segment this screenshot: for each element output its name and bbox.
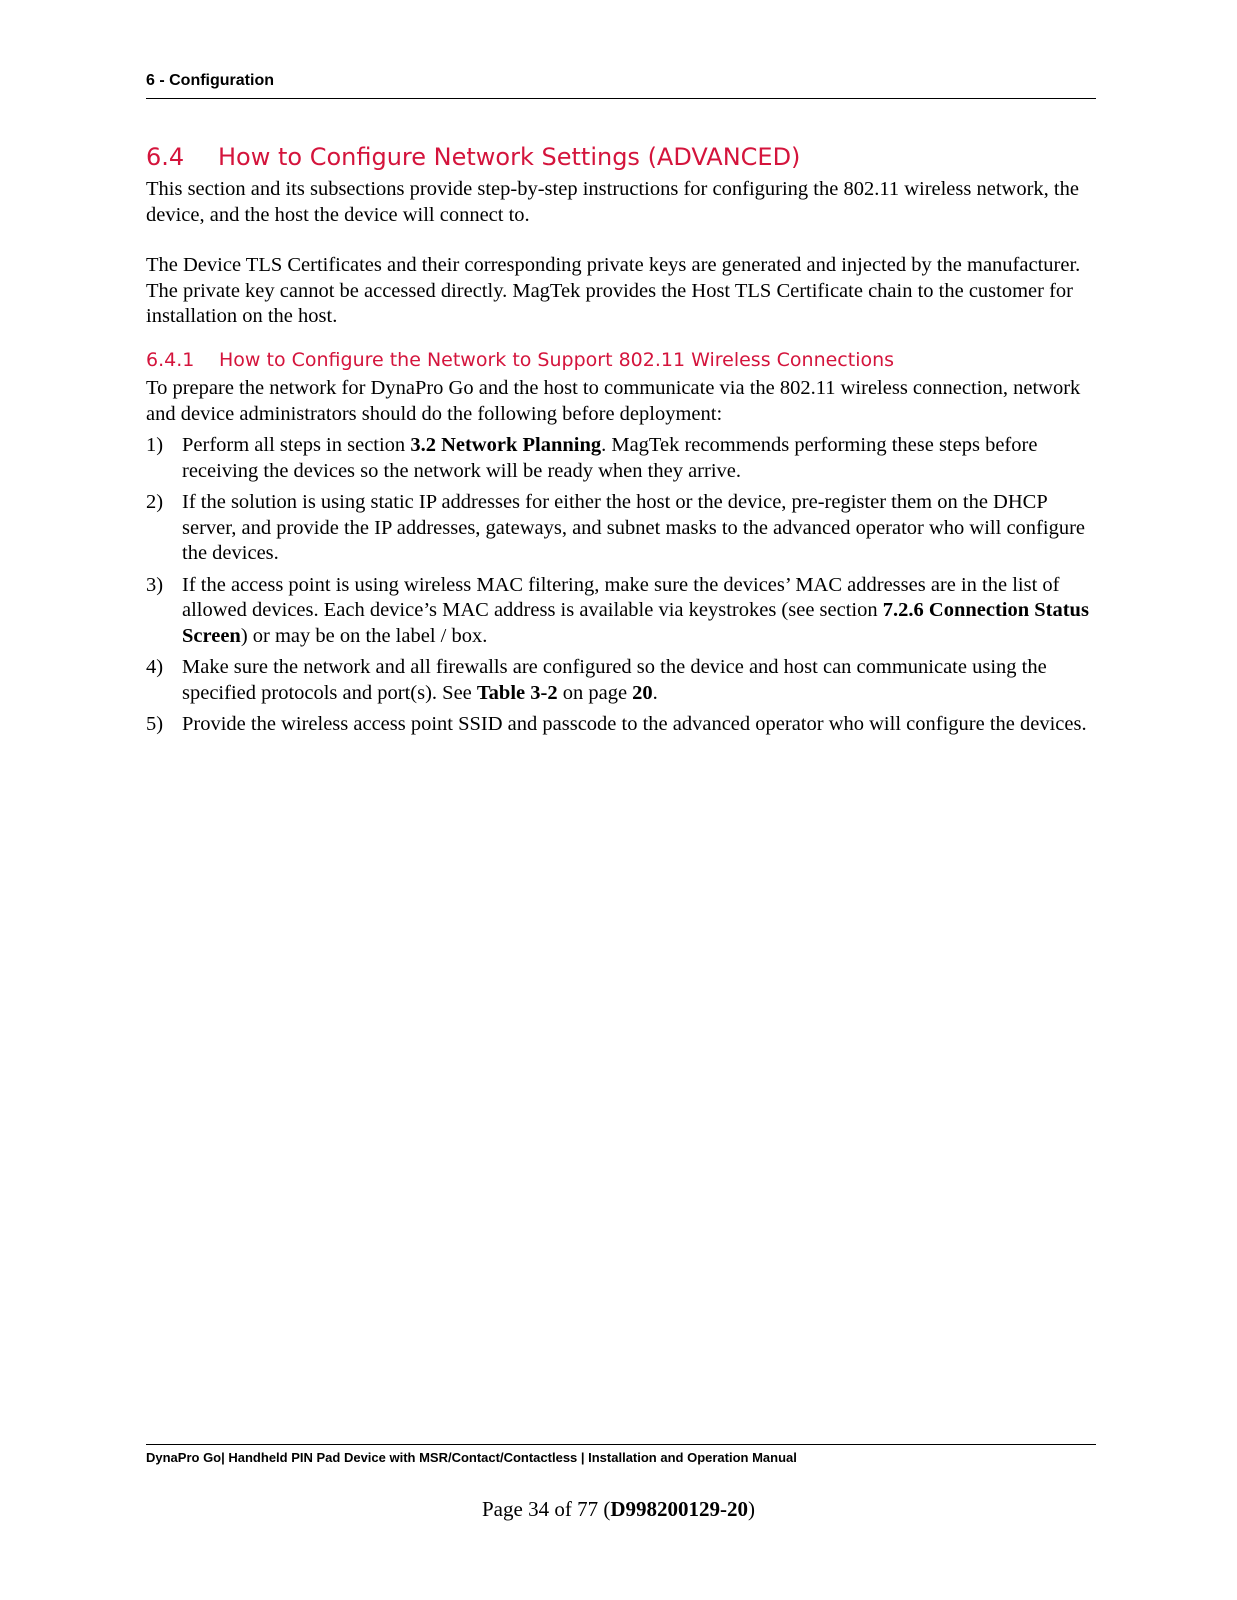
list-item: [146, 655, 1096, 706]
step-text: If the solution is using static IP addresses for either the host or the device, pre-register them on the DHCP server, and provide the IP addresses, gateways, and subnet masks to the advanced operator who will configure the devices.: [182, 491, 1085, 564]
list-item: [146, 433, 1096, 484]
list-item: [146, 490, 1096, 567]
step-text: If the access point is using wireless MAC filtering, make sure the devices’ MAC addresses are in the list of allowed devices. Each device’s MAC address is available via keystrokes (see section 7.2.6 Connection Status Screen) or may be on the label / box.: [182, 573, 1089, 647]
step-number: 3): [146, 573, 164, 596]
subsection-heading: [146, 349, 894, 371]
step-number: 5): [146, 713, 164, 735]
list-item: [146, 712, 1096, 738]
step-text: Perform all steps in section 3.2 Network Planning. MagTek recommends performing these steps before receiving the devices so the network will be ready when they arrive.: [182, 434, 1038, 482]
step-text: Provide the wireless access point SSID and passcode to the advanced operator who will configure the devices.: [182, 713, 1087, 735]
section-number: 6.4: [146, 143, 185, 171]
steps-list: [146, 433, 1096, 744]
step-number: 4): [146, 656, 164, 678]
header-rule: [146, 98, 1096, 99]
step-text: Make sure the network and all firewalls are configured so the device and host can communicate using the specified protocols and port(s). See Table 3-2 on page 20.: [182, 656, 1047, 704]
section-reference: 7.2.6 Connection Status Screen: [182, 599, 1089, 647]
section-paragraph-1: This section and its subsections provide step-by-step instructions for configuring the 802.11 wireless network, the device, and the host the device will connect to.: [146, 178, 1079, 226]
table-reference: Table 3-2: [476, 681, 558, 704]
footer-rule: [146, 1444, 1096, 1445]
subsection-intro: To prepare the network for DynaPro Go and the host to communicate via the 802.11 wireless connection, network and device administrators should do the following before deployment:: [146, 377, 1081, 425]
subsection-number: 6.4.1: [146, 349, 195, 371]
document-number: D998200129-20: [610, 1497, 748, 1521]
subsection-title: How to Configure the Network to Support 802.11 Wireless Connections: [219, 349, 895, 371]
page-number: Page 34 of 77 (D998200129-20): [482, 1497, 755, 1521]
section-paragraph-2: The Device TLS Certificates and their corresponding private keys are generated and injected by the manufacturer. The private key cannot be accessed directly. MagTek provides the Host TLS Certificate chain to the customer for installation on the host.: [146, 254, 1081, 327]
page-reference: 20: [632, 681, 653, 704]
step-number: 1): [146, 434, 164, 456]
section-heading: [146, 143, 800, 171]
section-reference: 3.2 Network Planning: [410, 434, 602, 456]
footer-manual-title: DynaPro Go| Handheld PIN Pad Device with MSR/Contact/Contactless | Installation and Operation Manual: [146, 1450, 797, 1465]
section-title: How to Configure Network Settings (ADVANCED): [218, 143, 801, 171]
step-number: 2): [146, 491, 164, 513]
running-header: 6 - Configuration: [146, 72, 274, 89]
list-item: [146, 573, 1096, 650]
